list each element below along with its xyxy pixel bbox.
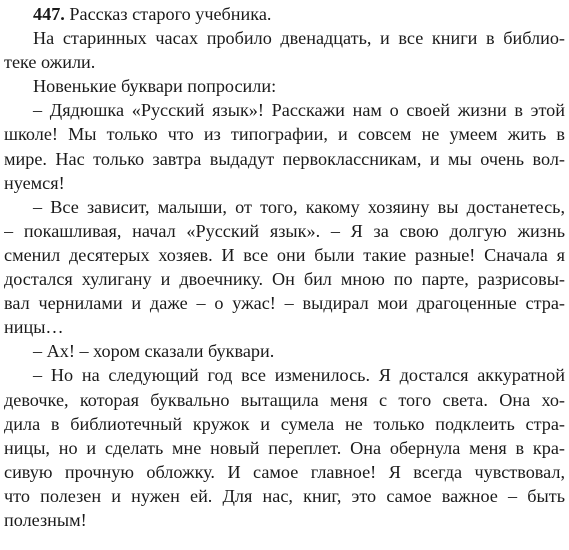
text-line: дила в библиотечный кружок и сумела не только подклеить стра- — [4, 413, 565, 434]
text-line: мире. Нас только завтра выдадут первоклассникам, и мы очень вол- — [4, 148, 565, 169]
text-line: теке ожили. — [4, 52, 96, 73]
text-line: – Дядюшка «Русский язык»! Расскажи нам о своей жизни в этой — [33, 100, 565, 121]
text-line: ницы, но и сделать мне новый переплет. Она обернула меня в кра- — [4, 437, 565, 458]
exercise-title: Рассказ старого учебника. — [69, 4, 272, 24]
text-line: На старинных часах пробило двенадцать, и все книги в библио- — [33, 28, 565, 49]
text-line: ницы… — [4, 317, 64, 338]
text-line: Новенькие буквари попросили: — [33, 76, 277, 97]
text-line: – Но на следующий год все изменилось. Я достался аккуратной — [33, 365, 565, 386]
text-line: сивую прочную обложку. И самое главное! Я всегда чувствовал, — [4, 461, 565, 482]
text-line: что полезен и нужен ей. Для нас, книг, это самое важное – быть — [4, 485, 565, 506]
exercise-heading — [4, 2, 565, 26]
text-line: сменил десятерых хозяев. И все они были такие разные! Сначала я — [4, 244, 565, 265]
text-line: вал чернилами и даже – о ужас! – выдирал мои драгоценные стра- — [4, 293, 565, 314]
text-line: – покашливая, начал «Русский язык». – Я за свою долгую жизнь — [4, 220, 565, 241]
text-line: полезным! — [4, 509, 87, 530]
text-line: школе! Мы только что из типографии, и совсем не умеем жить в — [4, 124, 565, 145]
story-text — [4, 26, 565, 532]
text-line: – Ах! – хором сказали буквари. — [33, 341, 275, 362]
text-line: достался хулигану и двоечнику. Он бил мною по парте, разрисовы- — [4, 269, 565, 290]
text-line: – Все зависит, малыши, от того, какому хозяину вы достанетесь, — [33, 196, 565, 217]
text-line: нуемся! — [4, 172, 65, 193]
exercise-number: 447. — [33, 4, 65, 24]
text-line: девочке, которая буквально вытащила меня с того света. Она хо- — [4, 389, 565, 410]
